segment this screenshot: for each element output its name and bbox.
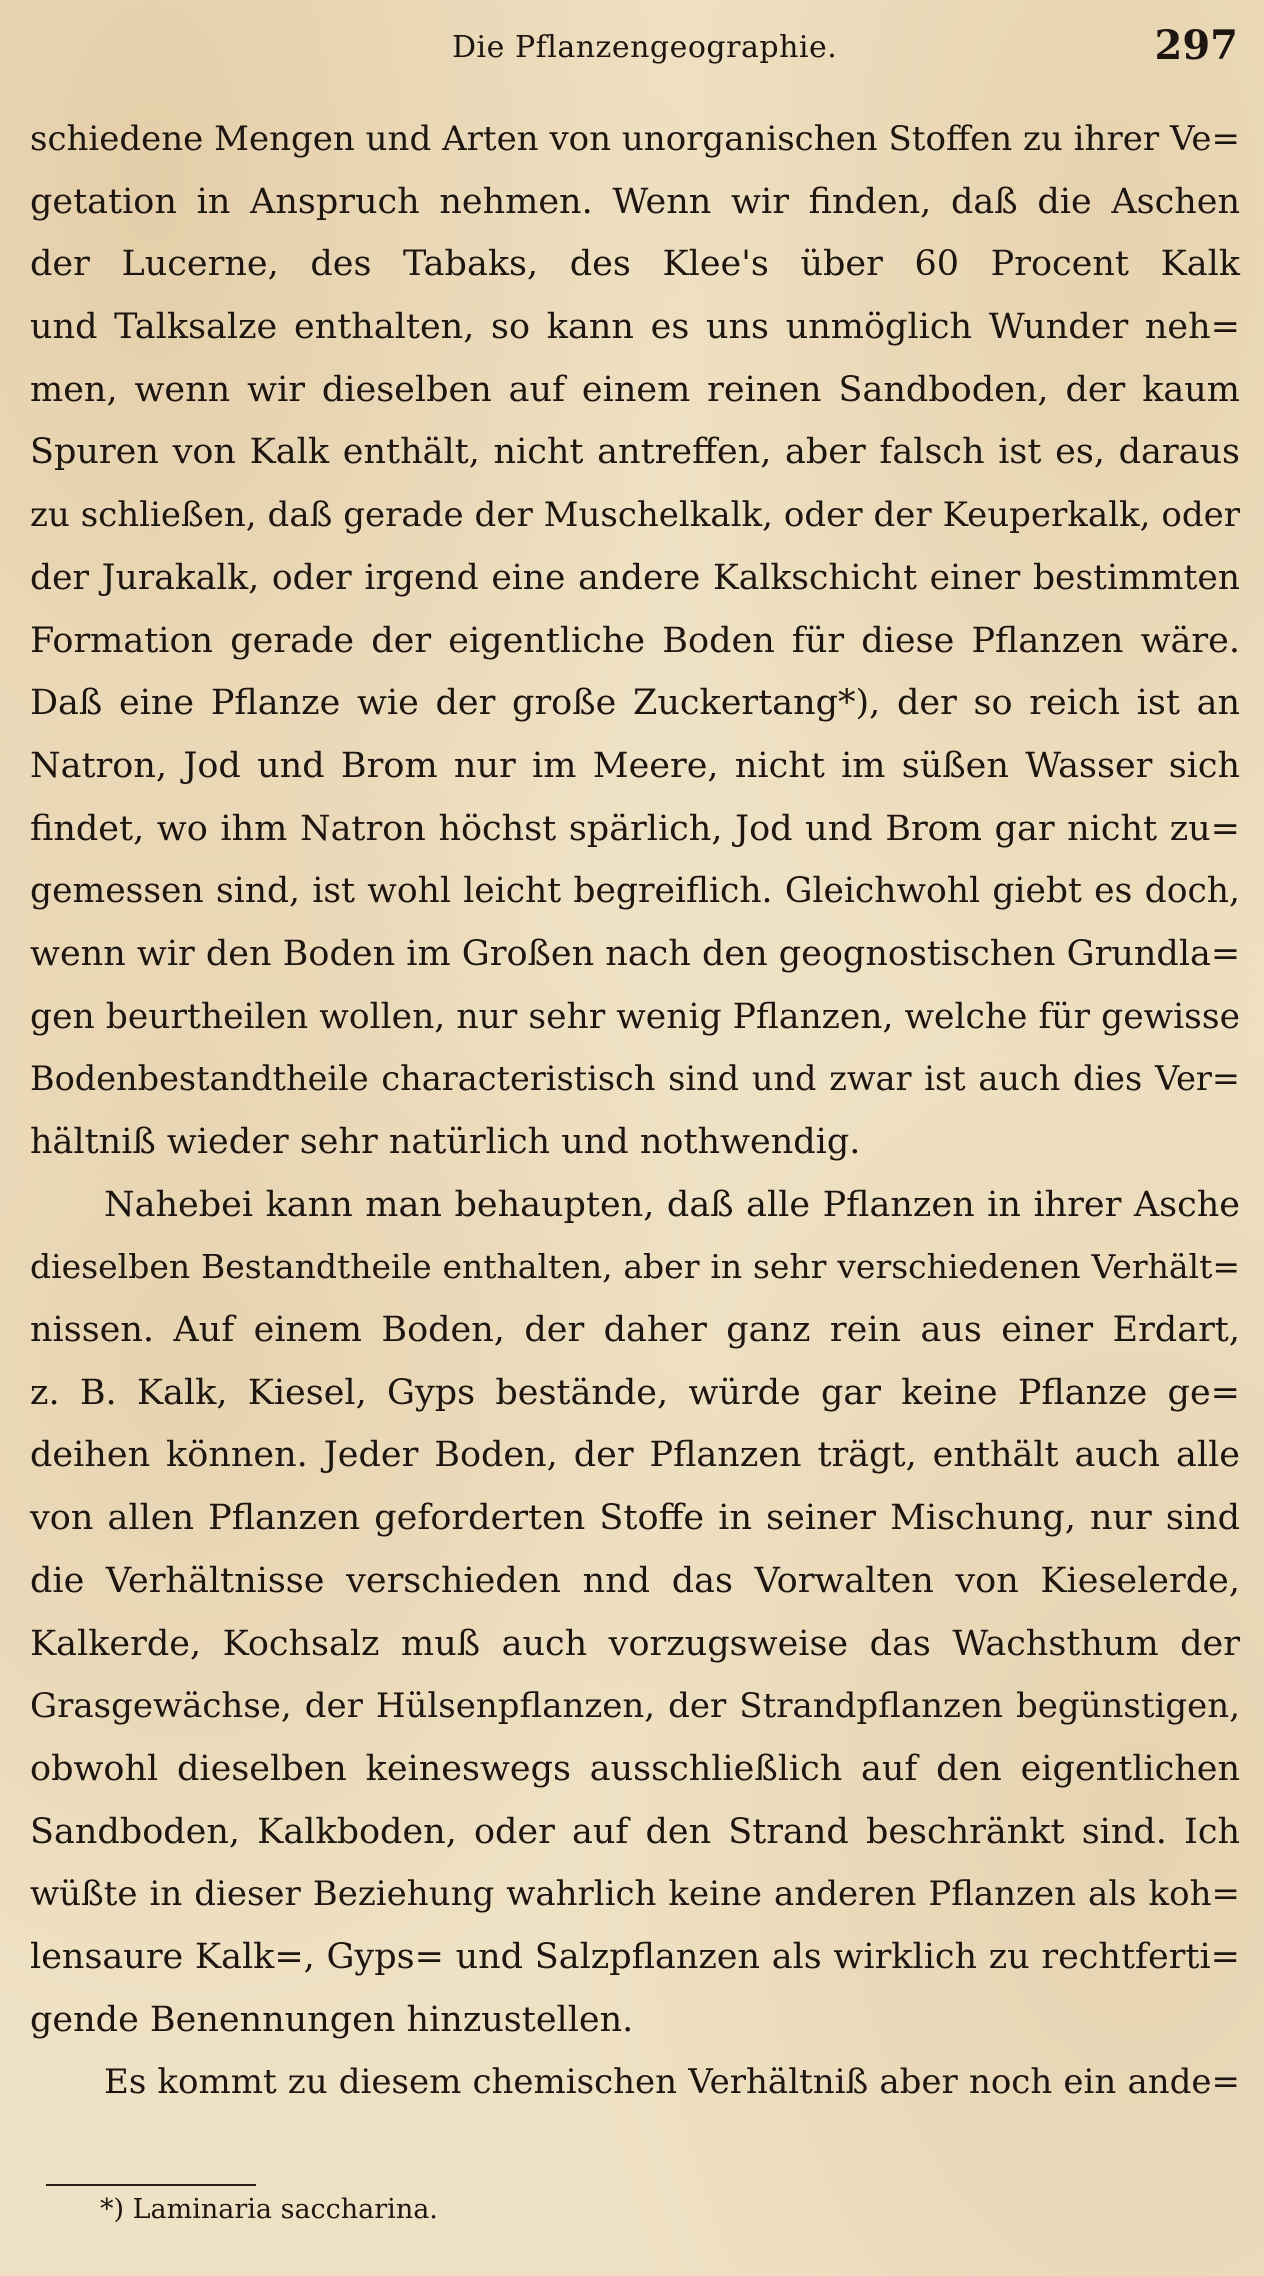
text-line: Natron, Jod und Brom nur im Meere, nicht im süßen Wasser sich [30,745,1240,786]
text-line: dieselben Bestandtheile enthalten, aber in sehr verschiedenen Verhält= [30,1247,1240,1287]
text-line: wenn wir den Boden im Großen nach den geognostischen Grundla= [30,933,1241,974]
text-line: obwohl dieselben keineswegs ausschließlich auf den eigentlichen [30,1748,1240,1789]
text-line: lensaure Kalk=, Gyps= und Salzpflanzen als wirklich zu rechtferti= [30,1936,1240,1977]
text-line: schiedene Mengen und Arten von unorganischen Stoffen zu ihrer Ve= [30,119,1240,159]
text-line: findet, wo ihm Natron höchst spärlich, Jod und Brom gar nicht zu= [30,808,1240,849]
text-line: Grasgewächse, der Hülsenpflanzen, der Strandpflanzen begünstigen, [30,1686,1240,1727]
text-line: der Jurakalk, oder irgend eine andere Kalkschicht einer bestimmten [30,557,1240,598]
text-line: Bodenbestandtheile characteristisch sind und zwar ist auch dies Ver= [30,1059,1240,1099]
body-text [30,108,1240,2114]
text-line: Es kommt zu diesem chemischen Verhältniß aber noch ein ande= [104,2062,1240,2103]
text-line: und Talksalze enthalten, so kann es uns unmöglich Wunder neh= [30,307,1240,348]
text-line: Kalkerde, Kochsalz muß auch vorzugsweise das Wachsthum der [30,1623,1240,1664]
text-line: men, wenn wir dieselben auf einem reinen Sandboden, der kaum [30,369,1240,410]
footnote: *) Laminaria saccharina. [100,2194,438,2225]
text-line: von allen Pflanzen geforderten Stoffe in seiner Mischung, nur sind [30,1498,1240,1539]
text-line: Daß eine Pflanze wie der große Zuckertang*), der so reich ist an [30,683,1240,724]
page-number: 297 [1154,22,1238,69]
text-line: Formation gerade der eigentliche Boden für diese Pflanzen wäre. [30,620,1240,661]
text-line: zu schließen, daß gerade der Muschelkalk, oder der Keuperkalk, oder [30,495,1240,536]
footnote-rule [46,2184,256,2186]
text-line: gemessen sind, ist wohl leicht begreiflich. Gleichwohl giebt es doch, [30,871,1240,912]
text-line: die Verhältnisse verschieden nnd das Vorwalten von Kieselerde, [30,1560,1240,1601]
text-line: der Lucerne, des Tabaks, des Klee's über 60 Procent Kalk [30,244,1240,285]
text-line: Nahebei kann man behaupten, daß alle Pflanzen in ihrer Asche [104,1184,1240,1225]
text-line: nissen. Auf einem Boden, der daher ganz rein aus einer Erdart, [30,1310,1240,1351]
text-line: Sandboden, Kalkboden, oder auf den Strand beschränkt sind. Ich [30,1811,1240,1852]
text-line: gende Benennungen hinzustellen. [30,1999,634,2040]
page-header [0,22,1264,82]
text-line: hältniß wieder sehr natürlich und nothwendig. [30,1122,861,1162]
running-title: Die Pflanzengeographie. [452,30,838,65]
text-line: gen beurtheilen wollen, nur sehr wenig Pflanzen, welche für gewisse [30,996,1240,1037]
text-line: getation in Anspruch nehmen. Wenn wir finden, daß die Aschen [30,181,1240,222]
text-line: z. B. Kalk, Kiesel, Gyps bestände, würde gar keine Pflanze ge= [30,1372,1240,1413]
text-line: wüßte in dieser Beziehung wahrlich keine anderen Pflanzen als koh= [30,1874,1240,1915]
text-line: deihen können. Jeder Boden, der Pflanzen trägt, enthält auch alle [30,1435,1240,1476]
text-line: Spuren von Kalk enthält, nicht antreffen, aber falsch ist es, daraus [30,432,1240,473]
